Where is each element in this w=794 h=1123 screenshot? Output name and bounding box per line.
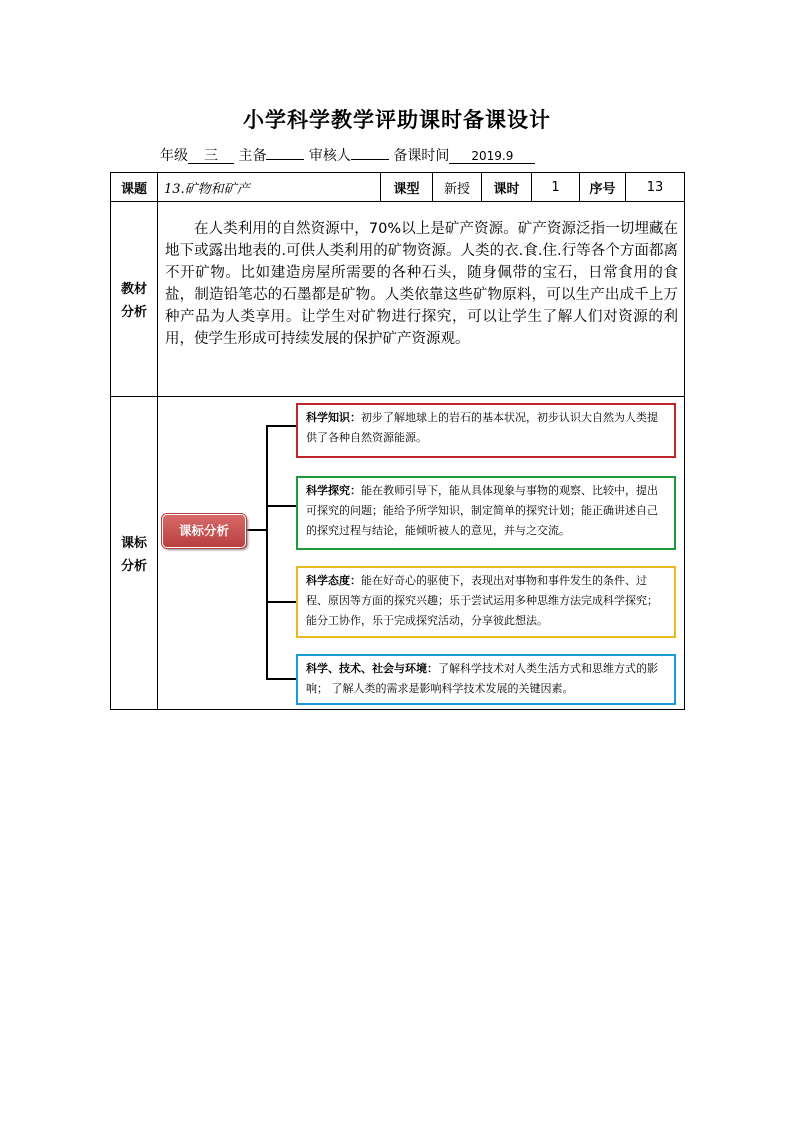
type-value: 新授 [433, 173, 482, 202]
branch-4 [266, 678, 296, 680]
material-label [111, 202, 158, 397]
attitude-head: 科学态度： [306, 574, 361, 587]
standard-cell [158, 397, 685, 710]
page-title: 小学科学教学评助课时备课设计 [243, 107, 551, 132]
inquiry-text: 能在教师引导下，能从具体现象与事物的观察、比较中，提出可探究的问题；能给予所学知识，制定简单的探究计划；能正确讲述自己的探究过程与结论，能倾听被人的意见，并与之交流。 [306, 484, 658, 537]
topic-label: 课题 [111, 173, 158, 202]
branch-2 [266, 505, 296, 507]
inquiry-head: 科学探究： [306, 484, 361, 497]
lesson-table [110, 172, 685, 710]
seq-value: 13 [626, 173, 685, 202]
material-label-line2: 分析 [120, 305, 147, 320]
preparer-label: 主备 [238, 148, 267, 164]
sts-text: 了解科学技术对人类生活方式和思维方式的影响； 了解人类的需求是影响科学技术发展的关键因素。 [306, 662, 658, 695]
grade-label: 年级 [160, 148, 188, 164]
grade-value: 三 [188, 149, 234, 164]
knowledge-box [296, 403, 676, 458]
reviewer-label: 审核人 [308, 148, 351, 164]
seq-label: 序号 [580, 173, 626, 202]
period-value: 1 [532, 173, 580, 202]
hub-node: 课标分析 [162, 514, 246, 548]
branch-trunk [266, 425, 268, 679]
reviewer-value [351, 159, 389, 160]
material-cell [158, 202, 685, 397]
attitude-box [296, 566, 676, 638]
attitude-text: 能在好奇心的驱使下，表现出对事物和事件发生的条件、过程、原因等方面的探究兴趣；乐于尝试运用多种思维方法完成科学探究；能分工协作，乐于完成探究活动，分享彼此想法。 [306, 574, 658, 627]
material-text: 在人类利用的自然资源中，70%以上是矿产资源。矿产资源泛指一切埋藏在地下或露出地表的.可供人类利用的矿物资源。人类的衣.食.住.行等各个方面都离不开矿物。比如建造房屋所需要的各种石头，随身佩带的宝石，日常食用的食盐，制造铅笔芯的石墨都是矿物。人类依靠这些矿物原料，可以生产出成千上万种产品为人类享用。让学生对矿物进行探究，可以让学生了解人们对资源的利用，使学生形成可持续发展的保护矿产资源观。 [165, 221, 678, 347]
inquiry-box [296, 476, 676, 550]
meta-line [160, 145, 535, 165]
standard-label [111, 397, 158, 710]
sts-box [296, 654, 676, 705]
material-label-line1: 教材 [120, 282, 147, 297]
standard-mindmap [158, 397, 684, 709]
topic-value: 13.矿物和矿产 [158, 173, 381, 202]
standard-label-line1: 课标 [120, 536, 147, 551]
knowledge-text: 初步了解地球上的岩石的基本状况，初步认识大自然为人类提供了各种自然资源能源。 [306, 411, 658, 444]
knowledge-head: 科学知识： [306, 411, 361, 424]
preparer-value [266, 159, 304, 160]
period-label: 课时 [482, 173, 532, 202]
hub-connector [246, 529, 268, 531]
branch-1 [266, 425, 296, 427]
type-label: 课型 [381, 173, 433, 202]
time-value: 2019.9 [449, 149, 535, 164]
branch-3 [266, 601, 296, 603]
standard-label-line2: 分析 [120, 559, 147, 574]
sts-head: 科学、技术、社会与环境： [306, 662, 438, 675]
time-label: 备课时间 [393, 148, 450, 164]
